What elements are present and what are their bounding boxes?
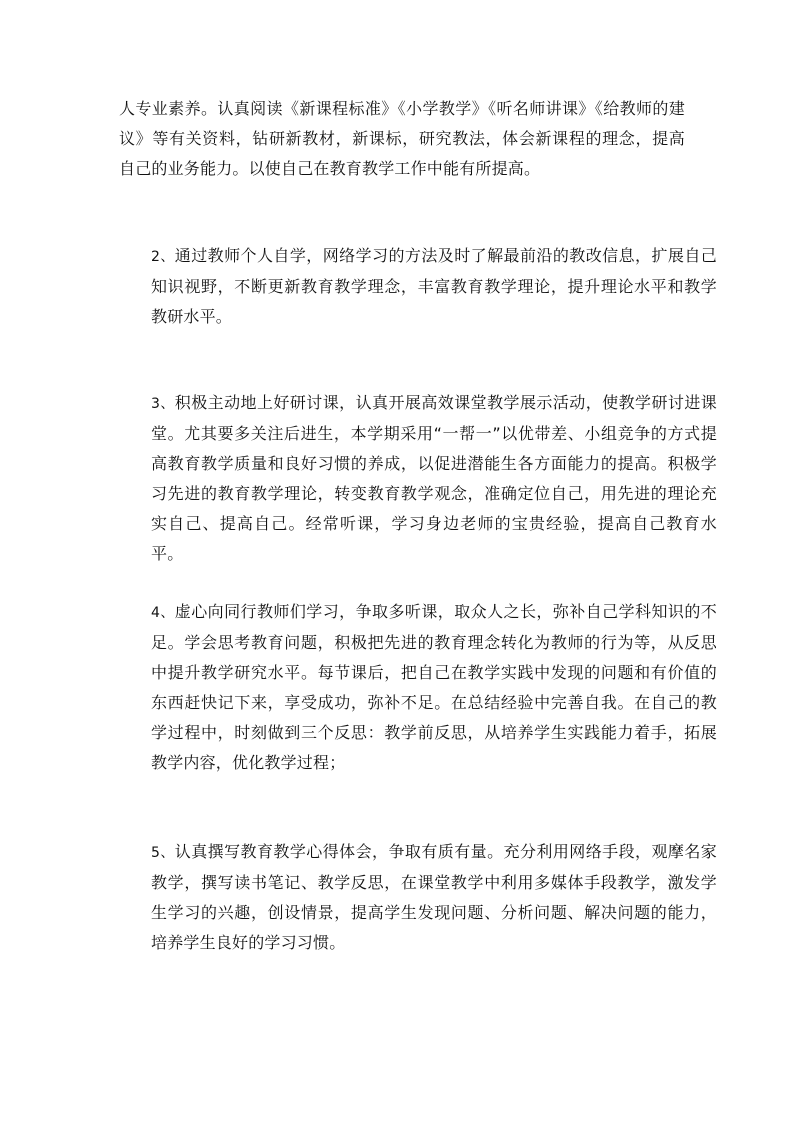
paragraph-text: 人专业素养。认真阅读《新课程标准》《小学教学》《听名师讲课》《给教师的建议》等有关资料，钻研新教材，新课标，研究教法，体会新课程的理念，提高自己的业务能力。以使自己在教育教学工作中能有所提高。	[119, 99, 685, 178]
paragraph-item-5	[119, 837, 717, 958]
paragraph-item-3	[119, 388, 717, 569]
item-number: 5、	[151, 845, 175, 861]
item-number: 3、	[151, 396, 175, 412]
paragraph-text: 虚心向同行教师们学习，争取多听课，取众人之长，弥补自己学科知识的不足。学会思考教育问题，积极把先进的教育理念转化为教师的行为等，从反思中提升教学研究水平。每节课后，把自己在教学实践中发现的问题和有价值的东西赶快记下来，享受成功，弥补不足。在总结经验中完善自我。在自己的教学过程中，时刻做到三个反思：教学前反思，从培养学生实践能力着手，拓展教学内容，优化教学过程；	[151, 602, 718, 772]
paragraph-text: 认真撰写教育教学心得体会，争取有质有量。充分利用网络手段，观摩名家教学，撰写读书笔记、教学反思，在课堂教学中利用多媒体手段教学，激发学生学习的兴趣，创设情景，提高学生发现问题、分析问题、解决问题的能力，培养学生良好的学习习惯。	[151, 842, 718, 952]
paragraph-text: 通过教师个人自学，网络学习的方法及时了解最前沿的教改信息，扩展自己知识视野，不断更新教育教学理念，丰富教育教学理论，提升理论水平和教学教研水平。	[151, 246, 718, 326]
paragraph-item-2	[119, 241, 717, 332]
paragraph-item-4	[119, 597, 717, 778]
paragraph-text: 积极主动地上好研讨课，认真开展高效课堂教学展示活动，使教学研讨进课堂。尤其要多关注后进生，本学期采用“一帮一”以优带差、小组竞争的方式提高教育教学质量和良好习惯的养成，以促进潜能生各方面能力的提高。积极学习先进的教育教学理论，转变教育教学观念，准确定位自己，用先进的理论充实自己、提高自己。经常听课，学习身边老师的宝贵经验，提高自己教育水平。	[151, 393, 718, 563]
paragraph-continuation	[119, 94, 685, 184]
item-number: 4、	[151, 605, 175, 621]
item-number: 2、	[151, 249, 175, 265]
